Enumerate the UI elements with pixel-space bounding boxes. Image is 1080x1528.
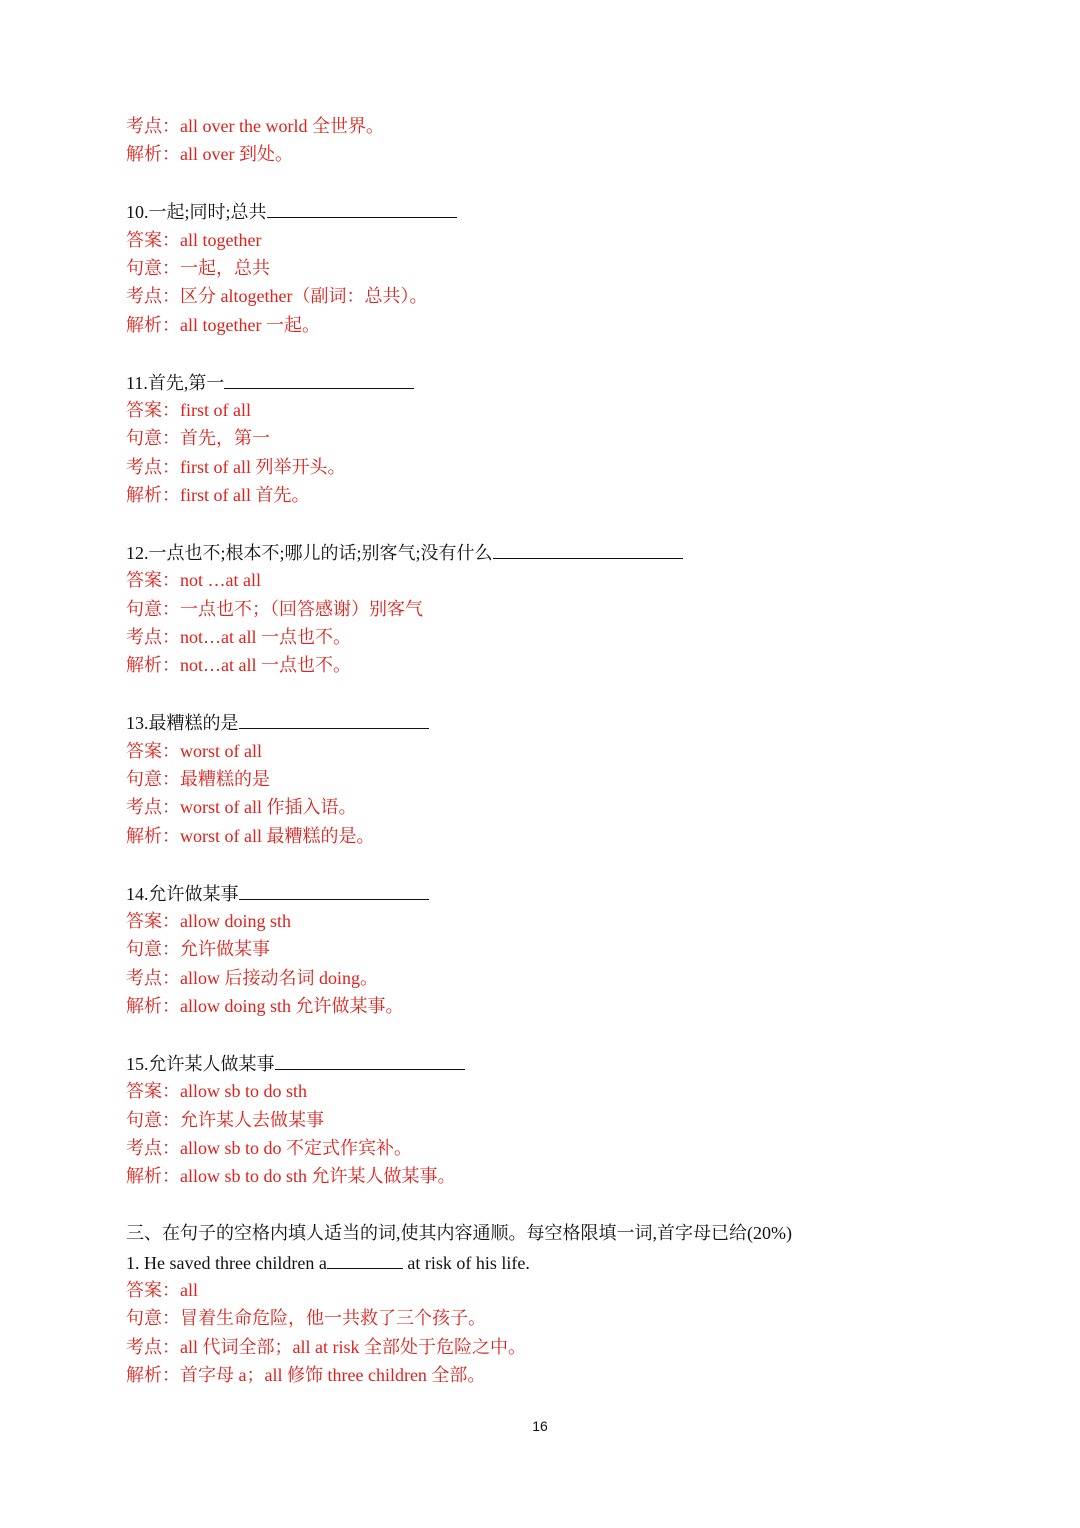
kaodian-line: 考点：worst of all 作插入语。 [126,797,357,818]
answer-line: 答案：allow sb to do sth [126,1081,308,1102]
juyi-line: 句意：允许做某事 [126,939,270,960]
juyi-line: 句意：最糟糕的是 [126,768,270,789]
question-text: 14.允许做某事 [126,883,239,904]
answer-blank [239,708,429,729]
question-text: 12.一点也不;根本不;哪儿的话;别客气;没有什么 [126,542,493,563]
question-block-14 [126,879,956,1021]
question-line [126,879,956,907]
answer-blank [493,538,683,559]
question-block-10 [126,197,956,339]
question-line [126,197,956,225]
answer-blank [224,368,414,389]
question-text: 15.允许某人做某事 [126,1053,275,1074]
question-block-15 [126,1049,956,1191]
question-text: 11.首先,第一 [126,372,225,393]
juyi-line: 句意：一点也不；（回答感谢）别客气 [126,598,423,619]
section-heading: 三、在句子的空格内填人适当的词,使其内容通顺。每空格限填一词,首字母已给(20%) [126,1223,792,1244]
jiexi-line: 解析：allow doing sth 允许做某事。 [126,996,404,1017]
answer-blank [275,1049,465,1070]
jiexi-line: 解析：first of all 首先。 [126,485,310,506]
question-line [126,1049,956,1077]
kaodian-line: 考点：allow sb to do 不定式作宾补。 [126,1138,412,1159]
answer-line: 答案：first of all [126,399,251,420]
kaodian-line: 考点：all 代词全部；all at risk 全部处于危险之中。 [126,1336,526,1357]
jiexi-line: 解析：allow sb to do sth 允许某人做某事。 [126,1166,456,1187]
juyi-line: 句意：一起，总共 [126,257,270,278]
answer-line: 答案：all together [126,229,262,250]
question-text: 10.一起;同时;总共 [126,202,267,223]
question-line [126,538,956,566]
question-line [126,708,956,736]
question-line [126,368,956,396]
answer-line: 答案：not …at all [126,570,261,591]
juyi-line: 句意：首先，第一 [126,428,270,449]
page-number: 16 [532,1418,548,1434]
juyi-line: 句意：冒着生命危险，他一共救了三个孩子。 [126,1308,486,1329]
answer-blank [239,879,429,900]
document-body [126,112,956,1390]
question-block-12 [126,538,956,680]
kaodian-line: 考点：allow 后接动名词 doing。 [126,967,378,988]
kaodian-line: 考点：first of all 列举开头。 [126,456,346,477]
answer-line: 答案：worst of all [126,740,262,761]
jiexi-line: 解析：all together 一起。 [126,314,320,335]
answer-blank [327,1248,403,1269]
answer-line: 答案：all [126,1280,198,1301]
question-text-after: at risk of his life. [402,1252,530,1273]
section-three [126,1219,956,1389]
jiexi-line: 解析：首字母 a；all 修饰 three children 全部。 [126,1365,486,1386]
answer-blank [267,197,457,218]
question-block-13 [126,708,956,850]
question-text-before: 1. He saved three children a [126,1252,327,1273]
answer-line: 答案：allow doing sth [126,910,291,931]
question-block-11 [126,368,956,510]
question-text: 13.最糟糕的是 [126,713,239,734]
question-line [126,1248,956,1276]
jiexi-line: 解析：not…at all 一点也不。 [126,655,351,676]
kaodian-line: 考点：not…at all 一点也不。 [126,627,351,648]
kaodian-line: 考点：区分 altogether（副词：总共）。 [126,286,428,307]
kaodian-line: 考点：all over the world 全世界。 [126,116,384,136]
juyi-line: 句意：允许某人去做某事 [126,1109,324,1130]
jiexi-line: 解析：all over 到处。 [126,144,293,165]
jiexi-line: 解析：worst of all 最糟糕的是。 [126,825,375,846]
